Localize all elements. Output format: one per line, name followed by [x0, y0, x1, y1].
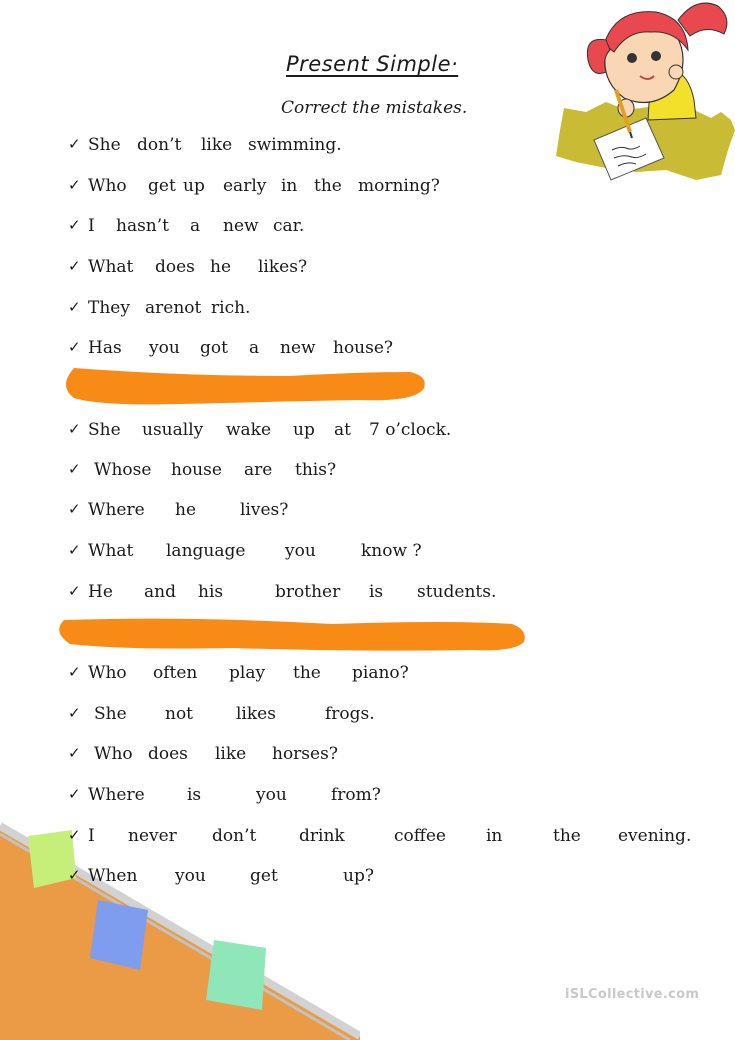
sentence-word: like	[201, 135, 233, 155]
sentence-word: up	[183, 176, 205, 196]
checkmark-icon: ✓	[68, 135, 81, 153]
sentence-word: frogs.	[325, 704, 375, 724]
sentence-word: I	[88, 826, 95, 846]
sentence-word: you	[256, 785, 287, 805]
sentence-word: play	[229, 663, 266, 683]
sentence-word: coffee	[394, 826, 446, 846]
sentence-word: arenot	[145, 298, 202, 318]
checkmark-icon: ✓	[68, 744, 81, 762]
sentence-word: not	[165, 704, 194, 724]
sentence-word: the	[293, 663, 321, 683]
sentence-word: He	[88, 582, 113, 602]
sentence-word: usually	[142, 420, 204, 440]
sentence-word: don’t	[137, 135, 182, 155]
page-title: Present Simple·	[286, 52, 459, 76]
sentence-word: does	[155, 257, 195, 277]
sentence-word: rich.	[211, 298, 251, 318]
sentence-word: Where	[88, 500, 145, 520]
sentence-word: like	[215, 744, 247, 764]
sentence-word: up	[293, 420, 315, 440]
sentence-word: in	[281, 176, 298, 196]
sentence-word: likes	[236, 704, 276, 724]
sentence-word: new	[223, 216, 259, 236]
sentence-word: are	[244, 460, 273, 480]
sentence-word: is	[187, 785, 202, 805]
checkmark-icon: ✓	[68, 500, 81, 518]
sentence-word: I	[88, 216, 95, 236]
checkmark-icon: ✓	[68, 338, 81, 356]
checkmark-icon: ✓	[68, 582, 81, 600]
sentence-word: you	[285, 541, 316, 561]
checkmark-icon: ✓	[68, 176, 81, 194]
sentence-word: brother	[275, 582, 341, 602]
checkmark-icon: ✓	[68, 785, 81, 803]
highlight-stroke-1	[60, 362, 430, 412]
sentence-word: at	[334, 420, 351, 440]
sentence-word: does	[148, 744, 188, 764]
sentence-word: in	[486, 826, 503, 846]
highlight-stroke-2	[52, 612, 530, 658]
sentence-word: She	[88, 135, 121, 155]
sentence-word: swimming.	[248, 135, 342, 155]
sentence-word: Who	[88, 663, 127, 683]
sentence-word: know ?	[361, 541, 422, 561]
girl-writing-illustration	[556, 0, 735, 185]
checkmark-icon: ✓	[68, 826, 81, 844]
sentence-word: from?	[331, 785, 381, 805]
sentence-word: drink	[299, 826, 345, 846]
sentence-word: evening.	[618, 826, 692, 846]
sentence-word: hasn’t	[116, 216, 169, 236]
sentence-word: the	[553, 826, 581, 846]
sentence-word: morning?	[358, 176, 440, 196]
sentence-word: horses?	[272, 744, 338, 764]
checkmark-icon: ✓	[68, 216, 81, 234]
sentence-word: early	[223, 176, 267, 196]
checkmark-icon: ✓	[68, 298, 81, 316]
sentence-word: Has	[88, 338, 122, 358]
sentence-word: get	[250, 866, 278, 886]
sentence-word: Whose	[94, 460, 152, 480]
sentence-word: students.	[417, 582, 497, 602]
instructions: Correct the mistakes.	[281, 98, 468, 118]
sentence-word: and	[144, 582, 176, 602]
sentence-word: car.	[273, 216, 305, 236]
sentence-word: What	[88, 541, 134, 561]
sentence-word: this?	[295, 460, 337, 480]
sentence-word: Who	[94, 744, 133, 764]
sentence-word: up?	[343, 866, 374, 886]
sentence-word: never	[128, 826, 177, 846]
sentence-word: is	[369, 582, 384, 602]
sentence-word: Where	[88, 785, 145, 805]
sentence-word: house	[171, 460, 222, 480]
checkmark-icon: ✓	[68, 541, 81, 559]
sentence-word: his	[198, 582, 224, 602]
sentence-word: language	[166, 541, 246, 561]
sentence-word: get	[148, 176, 176, 196]
checkmark-icon: ✓	[68, 866, 81, 884]
checkmark-icon: ✓	[68, 704, 81, 722]
sentence-word: the	[314, 176, 342, 196]
sentence-word: She	[88, 420, 121, 440]
sentence-word: don’t	[212, 826, 257, 846]
sentence-word: Who	[88, 176, 127, 196]
sentence-word: he	[175, 500, 197, 520]
sentence-word: piano?	[352, 663, 409, 683]
checkmark-icon: ✓	[68, 420, 81, 438]
checkmark-icon: ✓	[68, 663, 81, 681]
sentence-word: a	[249, 338, 260, 358]
sentence-word: you	[175, 866, 206, 886]
watermark: iSLCollective.com	[565, 987, 700, 1002]
sentence-word: What	[88, 257, 134, 277]
sentence-word: 7 o’clock.	[369, 420, 452, 440]
sentence-word: lives?	[240, 500, 289, 520]
sentence-word: he	[210, 257, 232, 277]
sentence-word: got	[200, 338, 228, 358]
sentence-word: When	[88, 866, 138, 886]
sentence-word: wake	[226, 420, 272, 440]
sentence-word: you	[149, 338, 180, 358]
checkmark-icon: ✓	[68, 460, 81, 478]
sentence-word: a	[190, 216, 201, 236]
sentence-word: new	[280, 338, 316, 358]
sentence-word: house?	[333, 338, 394, 358]
sentence-word: likes?	[258, 257, 308, 277]
sentence-word: She	[94, 704, 127, 724]
sentence-word: often	[153, 663, 198, 683]
sentence-word: They	[88, 298, 130, 318]
checkmark-icon: ✓	[68, 257, 81, 275]
